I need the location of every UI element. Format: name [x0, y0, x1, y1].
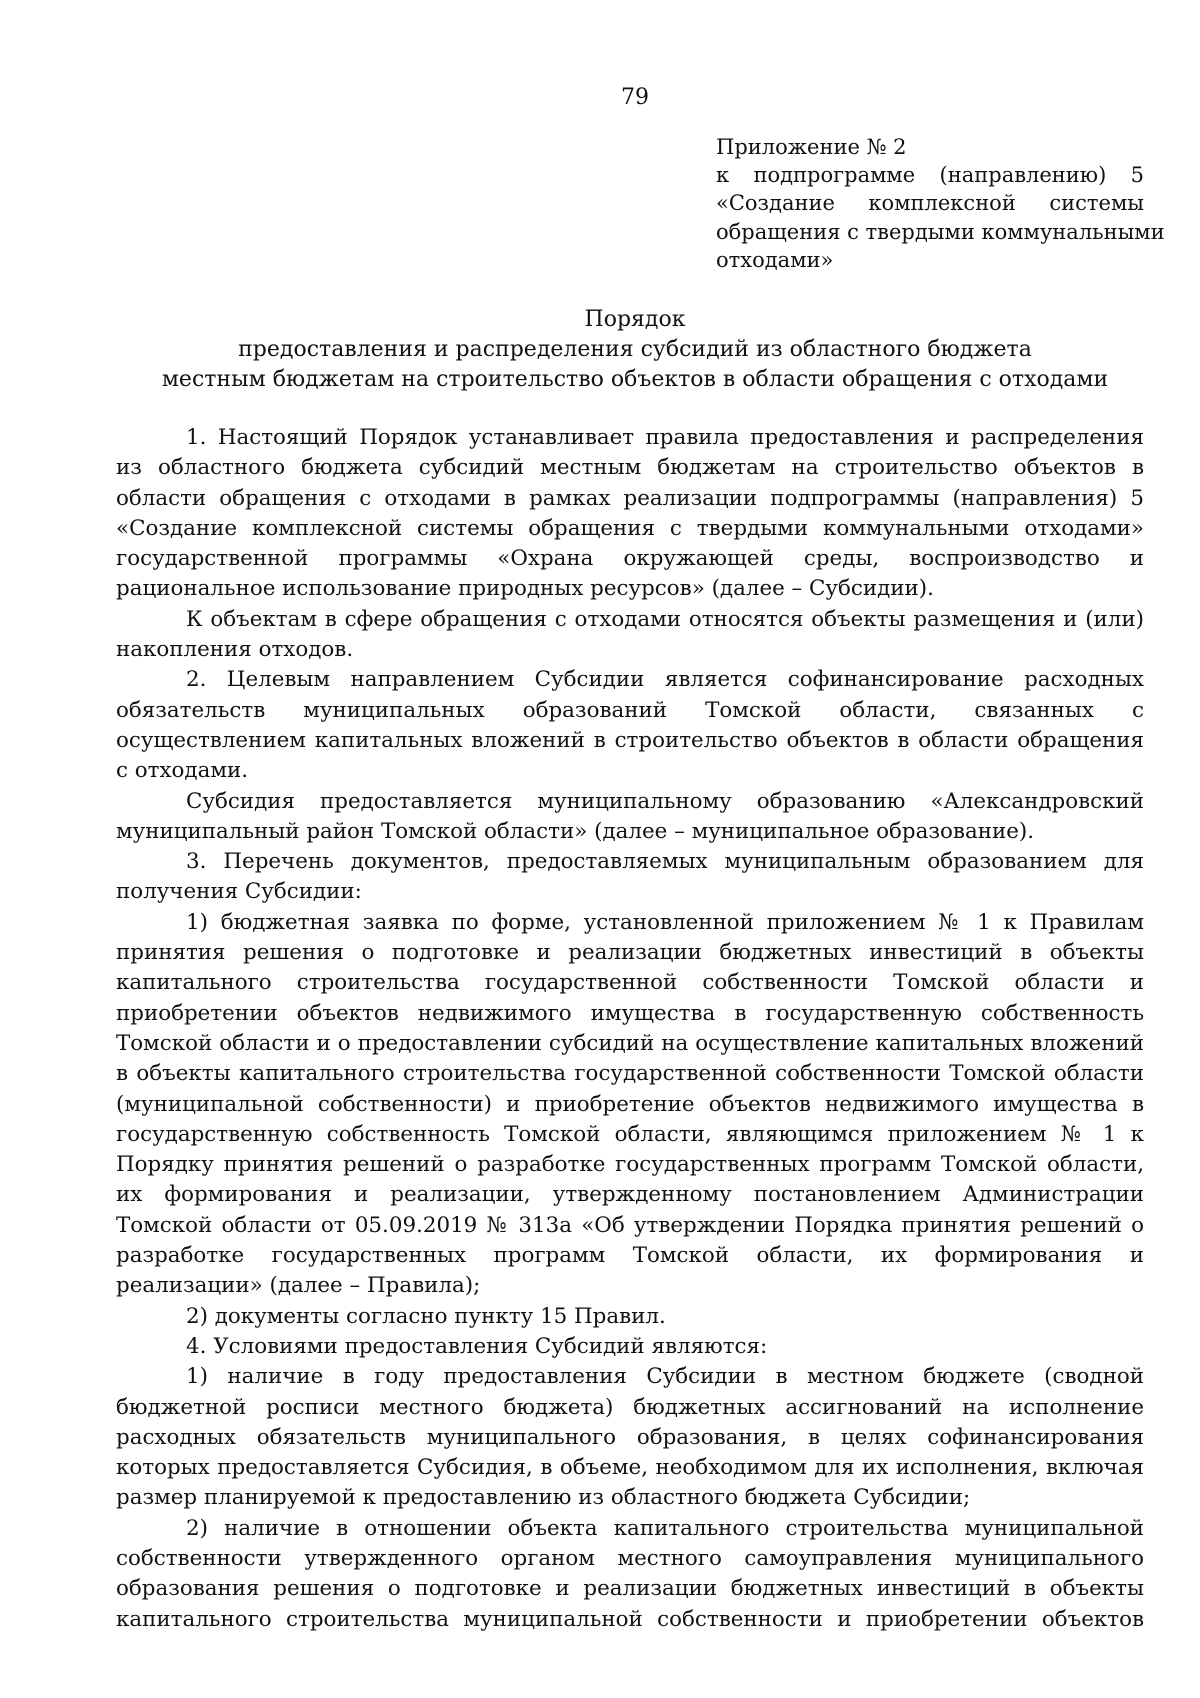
paragraph: 3. Перечень документов, предоставляемых муниципальным образованием для получения Субсидии: — [116, 849, 1144, 905]
title-line: предоставления и распределения субсидий из областного бюджета — [238, 337, 1032, 362]
title-line: местным бюджетам на строительство объектов в области обращения с отходами — [161, 367, 1109, 392]
annex-line: отходами» — [716, 247, 834, 272]
paragraph: 1) наличие в году предоставления Субсидии в местном бюджете (сводной бюджетной росписи местного бюджета) бюджетных ассигнований на исполнение расходных обязательств муниципального образования, в целях софинансирования которых предоставляется Субсидия, в объеме, необходимом для их исполнения, включая размер планируемой к предоставлению из областного бюджета Субсидии; — [116, 1364, 1144, 1511]
title-heading: Порядок — [584, 307, 686, 332]
annex-line: обращения с твердыми коммунальными — [716, 219, 1165, 244]
paragraph: К объектам в сфере обращения с отходами относятся объекты размещения и (или) накопления отходов. — [116, 606, 1144, 663]
page-number: 79 — [621, 85, 649, 110]
document-title — [0, 305, 1200, 395]
paragraph: Субсидия предоставляется муниципальному образованию «Александровский муниципальный район Томской области» (далее – муниципальное образование). — [116, 788, 1144, 844]
paragraph: 2. Целевым направлением Субсидии является софинансирование расходных обязательств муниципальных образований Томской области, связанных с осуществлением капитальных вложений в строительство объектов в области обращения с отходами. — [116, 667, 1144, 784]
document-body — [116, 423, 1144, 1635]
paragraph: 4. Условиями предоставления Субсидий являются: — [186, 1333, 768, 1359]
annex-line: к подпрограмме (направлению) 5 — [716, 163, 1144, 188]
paragraph: 1) бюджетная заявка по форме, установленной приложением № 1 к Правилам принятия решения о подготовке и реализации бюджетных инвестиций в объекты капитального строительства государственной собственности Томской области и приобретении объектов недвижимого имущества в государственную собственность Томской области и о предоставлении субсидий на осуществление капитальных вложений в объекты капитального строительства государственной собственности Томской области (муниципальной собственности) и приобретение объектов недвижимого имущества в государственную собственность Томской области, являющимся приложением № 1 к Порядку принятия решений о разработке государственных программ Томской области, их формирования и реализации, утвержденному постановлением Администрации Томской области от 05.09.2019 № 313а «Об утверждении Порядка принятия решений о разработке государственных программ Томской области, их формирования и реализации» (далее – Правила); — [116, 909, 1144, 1299]
paragraph: 1. Настоящий Порядок устанавливает правила предоставления и распределения из областного бюджета субсидий местным бюджетам на строительство объектов в области обращения с отходами в рамках реализации подпрограммы (направления) 5 «Создание комплексной системы обращения с твердыми коммунальными отходами» государственной программы «Охрана окружающей среды, воспроизводство и рациональное использование природных ресурсов» (далее – Субсидии). — [116, 425, 1144, 602]
annex-header — [716, 133, 1165, 274]
annex-line: «Создание комплексной системы — [716, 191, 1144, 216]
paragraph: 2) документы согласно пункту 15 Правил. — [186, 1303, 666, 1329]
paragraph: 2) наличие в отношении объекта капитального строительства муниципальной собственности утвержденного органом местного самоуправления муниципального образования решения о подготовке и реализации бюджетных инвестиций в объекты капитального строительства муниципальной собственности и приобретении объектов — [116, 1515, 1144, 1632]
annex-line: Приложение № 2 — [716, 135, 907, 159]
